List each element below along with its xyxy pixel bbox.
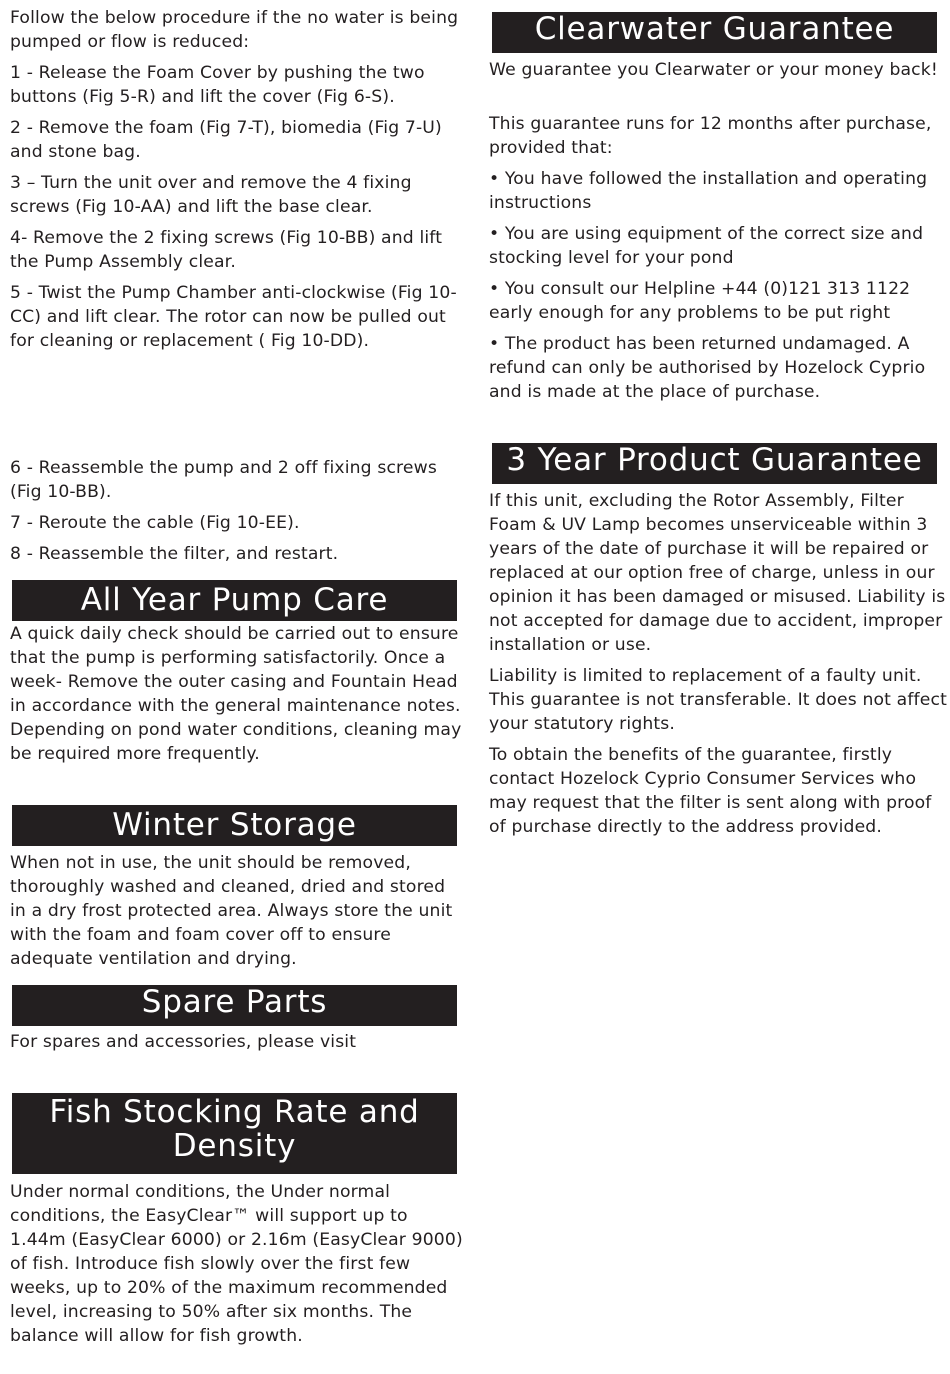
step-8: 8 - Reassemble the filter, and restart. — [10, 544, 339, 564]
reassembly-section — [10, 456, 465, 566]
pump-care-text: A quick daily check should be carried out to ensure that the pump is performing satisfactorily. Once a week- Remove the outer casing and Fountain Head in accordance with the general maintenance notes. Depending on pond water conditions, cleaning may be required more frequently. — [10, 624, 462, 764]
troubleshooting-intro: Follow the below procedure if the no water is being pumped or flow is reduced: — [10, 8, 459, 52]
clearwater-duration: This guarantee runs for 12 months after purchase, provided that: — [489, 114, 932, 158]
product-guarantee-heading: 3 Year Product Guarantee — [492, 443, 937, 484]
product-guarantee-text-1: If this unit, excluding the Rotor Assembly, Filter Foam & UV Lamp becomes unserviceable within 3 years of the date of purchase it will be repaired or replaced at our option free of charge, unless in our opinion it has been damaged or misused. Liability is not accepted for damage due to accident, improper installation or use. — [489, 491, 946, 655]
step-2: 2 - Remove the foam (Fig 7-T), biomedia (Fig 7-U) and stone bag. — [10, 118, 442, 162]
pump-care-heading: All Year Pump Care — [12, 580, 457, 621]
clearwater-intro: We guarantee you Clearwater or your money back! — [489, 60, 938, 80]
fish-stocking-heading — [12, 1093, 457, 1174]
step-4: 4- Remove the 2 fixing screws (Fig 10-BB) and lift the Pump Assembly clear. — [10, 228, 443, 272]
winter-storage-heading: Winter Storage — [12, 805, 457, 846]
product-guarantee-text-2: Liability is limited to replacement of a faulty unit. This guarantee is not transferable. It does not affect your statutory rights. — [489, 666, 947, 734]
fish-stocking-section — [10, 1180, 465, 1348]
troubleshooting-section — [10, 6, 465, 353]
fish-stocking-text: Under normal conditions, the Under normal conditions, the EasyClear™ will support up to 1.44m (EasyClear 6000) or 2.16m (EasyClear 9000) of fish. Introduce fish slowly over the first few weeks, up to 20% of the maximum recommended level, increasing to 50% after six months. The balance will allow for fish growth. — [10, 1182, 463, 1346]
clearwater-guarantee-section — [489, 58, 947, 404]
product-guarantee-text-3: To obtain the benefits of the guarantee, firstly contact Hozelock Cyprio Consumer Services who may request that the filter is sent along with proof of purchase directly to the address provided. — [489, 745, 932, 837]
condition-4: • The product has been returned undamaged. A refund can only be authorised by Hozelock Cyprio and is made at the place of purchase. — [489, 334, 926, 402]
spare-parts-section — [10, 1030, 465, 1054]
fish-stocking-title-line-1: Fish Stocking Rate and — [49, 1094, 420, 1130]
spare-parts-text: For spares and accessories, please visit — [10, 1032, 357, 1052]
condition-1: • You have followed the installation and operating instructions — [489, 169, 928, 213]
winter-storage-text: When not in use, the unit should be removed, thoroughly washed and cleaned, dried and stored in a dry frost protected area. Always store the unit with the foam and foam cover off to ensure adequate ventilation and drying. — [10, 853, 453, 969]
winter-storage-section — [10, 851, 465, 971]
condition-2: • You are using equipment of the correct size and stocking level for your pond — [489, 224, 924, 268]
step-1: 1 - Release the Foam Cover by pushing the two buttons (Fig 5-R) and lift the cover (Fig 6-S). — [10, 63, 425, 107]
fish-stocking-title-line-2: Density — [172, 1128, 297, 1164]
product-guarantee-section — [489, 489, 950, 839]
step-3: 3 – Turn the unit over and remove the 4 fixing screws (Fig 10-AA) and lift the base clear. — [10, 173, 412, 217]
spare-parts-heading: Spare Parts — [12, 985, 457, 1026]
step-5: 5 - Twist the Pump Chamber anti-clockwise (Fig 10-CC) and lift clear. The rotor can now be pulled out for cleaning or replacement ( Fig 10-DD). — [10, 283, 457, 351]
step-7: 7 - Reroute the cable (Fig 10-EE). — [10, 513, 300, 533]
clearwater-guarantee-heading: Clearwater Guarantee — [492, 12, 937, 53]
pump-care-section — [10, 622, 465, 766]
condition-3: • You consult our Helpline +44 (0)121 313 1122 early enough for any problems to be put right — [489, 279, 911, 323]
step-6: 6 - Reassemble the pump and 2 off fixing screws (Fig 10-BB). — [10, 458, 437, 502]
